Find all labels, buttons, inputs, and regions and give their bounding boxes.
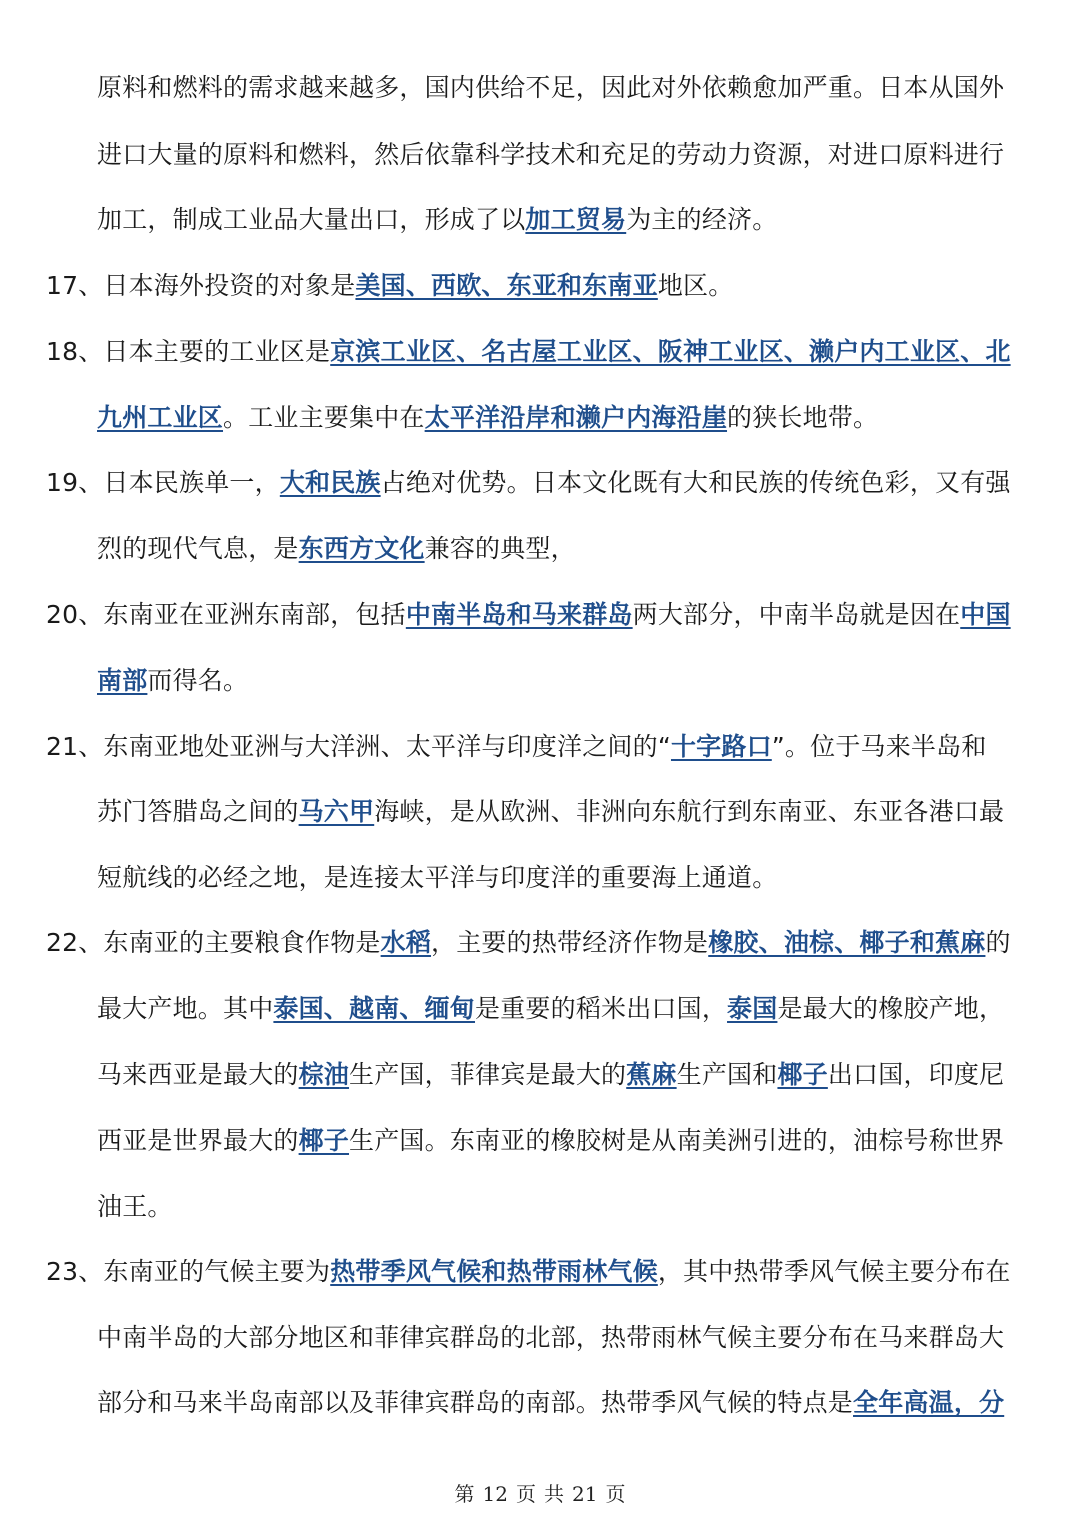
highlight-term: 椰子 [298,1126,350,1155]
item-21: 21、东南亚地处亚洲与大洋洲、太平洋与印度洋之间的“十字路口”。位于马来半岛和 [46,732,987,761]
highlight-term: 棕油 [298,1060,350,1089]
item-17: 17、日本海外投资的对象是美国、西欧、东亚和东南亚地区。 [46,271,734,300]
text-line: 最大产地。其中泰国、越南、缅甸是重要的稻米出口国，泰国是最大的橡胶产地， [97,994,1005,1023]
highlight-term: 大和民族 [279,468,381,497]
highlight-term: 京滨工业区、名古屋工业区、阪神工业区、濑户内工业区、北 [330,337,1011,366]
text-line: 苏门答腊岛之间的马六甲海峡，是从欧洲、非洲向东航行到东南亚、东亚各港口最 [97,797,1005,826]
page-footer: 第 12 页 共 21 页 [454,1482,626,1506]
highlight-term: 十字路口 [670,732,772,761]
text-line: 马来西亚是最大的棕油生产国，菲律宾是最大的蕉麻生产国和椰子出口国，印度尼 [97,1060,1005,1089]
current-page-number: 12 [482,1482,508,1506]
text-line: 烈的现代气息，是东西方文化兼容的典型， [97,534,576,563]
highlight-term: 美国、西欧、东亚和东南亚 [355,271,658,300]
item-18: 18、日本主要的工业区是京滨工业区、名古屋工业区、阪神工业区、濑户内工业区、北 [46,337,1011,366]
text-line: 油王。 [97,1192,173,1221]
highlight-term: 蕉麻 [626,1060,677,1089]
text-line: 加工，制成工业品大量出口，形成了以加工贸易为主的经济。 [97,205,778,234]
highlight-term: 东西方文化 [298,534,425,563]
highlight-term: 泰国、越南、缅甸 [273,994,476,1023]
total-page-number: 21 [572,1482,598,1506]
highlight-term: 橡胶、油棕、椰子和蕉麻 [708,928,986,957]
item-20: 20、东南亚在亚洲东南部，包括中南半岛和马来群岛两大部分，中南半岛就是因在中国 [46,600,1011,629]
item-22: 22、东南亚的主要粮食作物是水稻，主要的热带经济作物是橡胶、油棕、椰子和蕉麻的 [46,928,1011,957]
text-line: 进口大量的原料和燃料，然后依靠科学技术和充足的劳动力资源，对进口原料进行 [97,140,1005,169]
highlight-term: 加工贸易 [525,205,627,234]
highlight-term: 中国 [960,600,1011,629]
highlight-term: 热带季风气候和热带雨林气候 [330,1257,658,1286]
text-line: 西亚是世界最大的椰子生产国。东南亚的橡胶树是从南美洲引进的，油棕号称世界 [97,1126,1005,1155]
highlight-term: 南部 [97,666,148,695]
text-line: 原料和燃料的需求越来越多，国内供给不足，因此对外依赖愈加严重。日本从国外 [97,73,1005,102]
text-line: 中南半岛的大部分地区和菲律宾群岛的北部，热带雨林气候主要分布在马来群岛大 [97,1323,1005,1352]
highlight-term: 全年高温，分 [853,1388,1005,1417]
highlight-term: 马六甲 [298,797,375,826]
highlight-term: 太平洋沿岸和濑户内海沿崖 [424,403,728,432]
text-line: 部分和马来半岛南部以及菲律宾群岛的南部。热带季风气候的特点是全年高温，分 [97,1388,1005,1417]
highlight-term: 中南半岛和马来群岛 [405,600,633,629]
highlight-term: 九州工业区 [97,403,224,432]
text-line: 九州工业区。工业主要集中在太平洋沿岸和濑户内海沿崖的狭长地带。 [97,403,879,432]
text-line: 短航线的必经之地，是连接太平洋与印度洋的重要海上通道。 [97,863,778,892]
item-19: 19、日本民族单一，大和民族占绝对优势。日本文化既有大和民族的传统色彩，又有强 [46,468,1011,497]
highlight-term: 水稻 [380,928,432,957]
highlight-term: 椰子 [777,1060,828,1089]
item-23: 23、东南亚的气候主要为热带季风气候和热带雨林气候，其中热带季风气候主要分布在 [46,1257,1011,1286]
text-line: 南部而得名。 [97,666,249,695]
highlight-term: 泰国 [727,994,778,1023]
